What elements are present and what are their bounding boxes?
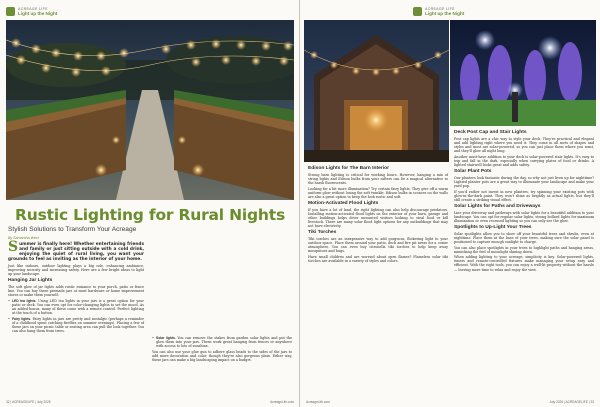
heading-hanging-jar-lights: Hanging Jar Lights bbox=[8, 278, 53, 284]
byline: By Samantha West bbox=[8, 236, 39, 240]
solar-paragraph-2: If you'd rather not invest in new planters, try spinning your existing pots with glow-in-the-dark paint. They won't shine as brightly as actual lights, but they'll still create a striking visual effect. bbox=[454, 189, 594, 202]
bullet-fairy bbox=[8, 317, 144, 333]
bullet-fairy-text: Fairy lights in jars are pretty and nostalgic (perhaps a reminder of a childhood spent catching fireflies on summer evenings). Placing a few of these jars on your picnic table or seating area can pull the look together. You can also hang them from trees. bbox=[12, 316, 144, 333]
paths-paragraph-1: Line your driveway and pathways with solar lights for a beautiful addition to your landscape. You can opt for regular solar lights, strong bollard lights for maximum illumination or even recessed lighting so you can only see the glow. bbox=[454, 210, 594, 223]
left-footer-left: 32 | ACREAGELIFE | July 2025 bbox=[6, 400, 51, 404]
footer-brand: ACREAGELIFE bbox=[11, 400, 35, 404]
tiki-paragraph-2: Have small children and are worried about open flames? Flameless solar tiki torches are available in a variety of styles and colors. bbox=[308, 254, 448, 263]
right-footer-date: July 2025 bbox=[549, 400, 564, 404]
heading-deck: Deck Post Cap and Stair Lights bbox=[454, 130, 527, 135]
left-column-2 bbox=[152, 336, 292, 363]
bullet-led-text: Using LED tea lights in your jars is a great option for your patio or deck. You can even opt for color-changing lights to set the mood. As an added bonus, many of these come with a remote control. Perfect lighting at the touch of a button. bbox=[12, 298, 144, 315]
footer-page-number: 32 bbox=[6, 400, 10, 404]
spot-paragraph-1: Solar spotlights allow you to show off your beautiful trees and shrubs, even at nighttime. Place them at the base of your trees, making sure the solar panel is positioned to capture enough sunlight to charge. bbox=[454, 231, 594, 245]
edison-paragraph-2: Looking for a bit more illumination? Try certain fairy lights. They give off a warm uniform glow without losing the soft twinkle. Edison bulbs in sconces on the walls are also a great option to keep the look rustic and soft. bbox=[308, 186, 448, 199]
heading-spotlights: Spotlights to Up-Light Your Trees bbox=[454, 224, 532, 230]
right-header bbox=[413, 4, 464, 18]
lead-text: ummer is finally here! Whether entertaining friends and family or just sitting outside with a cold drink, enjoying the quiet of rural living, you want your grounds to feel as inviting as the interior of your home. bbox=[8, 242, 144, 263]
right-footer-page-number: 33 bbox=[590, 400, 594, 404]
header-brand: ACREAGE LIFE bbox=[18, 6, 48, 11]
heading-solar-pots: Solar Plant Pots bbox=[454, 168, 492, 174]
hanging-paragraph: The soft glow of jar lights adds rustic romance to your porch, patio or fence line. You can buy these premade jars at most hardware or home improvement stores or make them yourself: bbox=[8, 285, 144, 298]
right-footer-brand: ACREAGELIFE bbox=[565, 400, 588, 404]
drop-cap: S bbox=[8, 239, 19, 255]
spot-paragraph-2: You can also place spotlights in your trees to highlight paths and hanging areas, mimicking the feel of moonlight shining down. bbox=[454, 245, 594, 254]
lead-paragraph bbox=[8, 239, 144, 263]
bullet-led-term: LED tea lights. bbox=[12, 298, 37, 303]
solar-paragraph-1: Our planters look fantastic during the day, so why not just liven up for nighttime? Lighted planter pots are a great way to illuminate your landscape and make your yard pop. bbox=[454, 175, 594, 189]
heading-motion: Motion-Activated Flood Lights bbox=[308, 200, 379, 206]
acreage-life-logo bbox=[6, 7, 15, 16]
right-footer-url: AcreageLife.com bbox=[306, 400, 330, 404]
bullet-solar-text: You can remove the stakes from garden solar lights and put the glow them into your jars. These work great hanging from fences or anywhere with access to lots of sunshine. bbox=[156, 336, 293, 349]
left-column-1 bbox=[8, 239, 144, 334]
right-footer bbox=[306, 400, 594, 404]
intro-paragraph: Just like indoors, outdoor lighting plays a big role, enhancing ambiance, improving security and increasing safety. Here are a few bright ideas to light up your landscape. bbox=[8, 263, 144, 277]
edison-paragraph-1: Strong barn lighting is critical for working hours. However, hanging a mix of string lights and Edison bulbs from your rafters can be a magical alternative to the harsh fluorescents. bbox=[308, 173, 448, 186]
right-column-2 bbox=[454, 128, 594, 273]
left-footer bbox=[6, 400, 294, 404]
barn-lights-photo bbox=[304, 20, 449, 162]
bullet-led bbox=[8, 299, 144, 315]
right-page bbox=[300, 0, 600, 407]
bullet-fairy-term: Fairy lights. bbox=[12, 316, 32, 321]
header-section: Light up the Night bbox=[18, 10, 58, 16]
heading-edison: Edison Lights for The Barn Interior bbox=[308, 166, 389, 171]
heading-tiki: Tiki Torches bbox=[308, 230, 337, 236]
header-section-right: Light up the Night bbox=[425, 10, 465, 16]
right-column-1 bbox=[308, 164, 448, 265]
motion-paragraph-1: If you have a lot of land, the right lighting can also help discourage predators. Installing motion-activated flood lights on the exterior of your barn, garage and other buildings helps deter unwanted visitors looking to steal food or kill livestock. There are many solar flood light options for any outbuildings that may not have electricity. bbox=[308, 207, 448, 229]
tiki-paragraph-1: Tiki torches are an inexpensive way to add gorgeous, flickering light to your outdoor space. Place them around your patio, deck and fire pit areas for a cozier atmosphere. You can even buy citronella tiki torches to help keep away mosquitoes and bugs. bbox=[308, 237, 448, 254]
bullet-solar bbox=[152, 336, 292, 348]
left-header bbox=[6, 4, 57, 18]
heading-paths: Solar Lights for Paths and Driveways bbox=[454, 203, 541, 209]
acreage-life-logo-right bbox=[413, 7, 422, 16]
footer-url: AcreageLife.com bbox=[270, 400, 294, 404]
header-brand-right: ACREAGE LIFE bbox=[425, 6, 455, 11]
spot-paragraph-3: When adding lighting to your acreage, simplicity is key. Solar-powered lights, timers and remote-controlled fixtures make managing your setup easy and efficient. With the right tools, you can enjoy a well-lit property without the hassle — leaving more time to relax and enjoy the view. bbox=[454, 255, 594, 272]
bullet-solar-term: Solar lights. bbox=[156, 336, 176, 340]
closing-paragraph: You can also use your glue gun to adhere glass beads to the sides of the jars to add more decoration and color, though they're also gorgeous plain. Either way, these jars can make a big landscaping impact on a budget. bbox=[152, 349, 292, 362]
article-subtitle: Stylish Solutions to Transform Your Acreage bbox=[8, 226, 137, 233]
deck-paragraph-1: Post cap lights are a chic way to style your deck. They're practical and elegant and add lighting right where you need it. They come in all sorts of shapes and styles and most are solar-powered, so you can just place them where you want, and they'll glow all night long. bbox=[454, 137, 594, 154]
garden-beds-string-lights-photo bbox=[6, 20, 294, 200]
deck-paragraph-2: Another must-have addition to your deck is solar-powered stair lights. It's easy to trip and fall in the dark, especially when carrying plates of food or drinks. A lighted stairwell looks great and adds safety. bbox=[454, 154, 594, 167]
article-title: Rustic Lighting for Rural Nights bbox=[15, 206, 285, 224]
purple-flowers-lights-photo bbox=[450, 20, 596, 126]
right-footer-right: July 2025 | ACREAGELIFE | 33 bbox=[549, 400, 594, 404]
footer-date: July 2025 bbox=[36, 400, 51, 404]
